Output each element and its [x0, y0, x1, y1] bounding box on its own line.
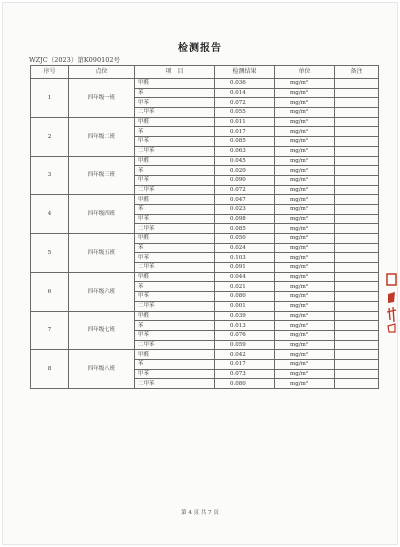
- cell-result: 0.023: [215, 204, 275, 214]
- cell-remark: [335, 146, 379, 156]
- cell-unit: mg/m³: [275, 292, 335, 302]
- cell-item: 二甲苯: [135, 146, 215, 156]
- cell-unit: mg/m³: [275, 311, 335, 321]
- cell-result: 0.024: [215, 243, 275, 253]
- cell-item: 甲醛: [135, 234, 215, 244]
- cell-result: 0.047: [215, 195, 275, 205]
- cell-item: 苯: [135, 127, 215, 137]
- cell-item: 苯: [135, 166, 215, 176]
- cell-item: 二甲苯: [135, 379, 215, 389]
- cell-remark: [335, 359, 379, 369]
- cell-remark: [335, 108, 379, 118]
- table-row: [31, 195, 379, 205]
- cell-location: 四年级五班: [69, 234, 135, 273]
- cell-no: 6: [31, 272, 69, 311]
- cell-item: 甲醛: [135, 195, 215, 205]
- cell-unit: mg/m³: [275, 185, 335, 195]
- cell-result: 0.085: [215, 137, 275, 147]
- cell-remark: [335, 79, 379, 89]
- cell-unit: mg/m³: [275, 234, 335, 244]
- cell-item: 苯: [135, 359, 215, 369]
- cell-item: 苯: [135, 204, 215, 214]
- cell-unit: mg/m³: [275, 204, 335, 214]
- header-item: 项 目: [135, 66, 215, 79]
- header-remark: 备注: [335, 66, 379, 79]
- cell-item: 甲醛: [135, 156, 215, 166]
- cell-location: 四年级一班: [69, 79, 135, 118]
- cell-no: 7: [31, 311, 69, 350]
- cell-item: 甲苯: [135, 214, 215, 224]
- cell-unit: mg/m³: [275, 350, 335, 360]
- cell-result: 0.090: [215, 175, 275, 185]
- cell-no: 3: [31, 156, 69, 195]
- table-row: [31, 350, 379, 360]
- cell-result: 0.036: [215, 79, 275, 89]
- cell-result: 0.063: [215, 146, 275, 156]
- cell-unit: mg/m³: [275, 301, 335, 311]
- cell-unit: mg/m³: [275, 127, 335, 137]
- cell-result: 0.076: [215, 330, 275, 340]
- cell-unit: mg/m³: [275, 340, 335, 350]
- cell-result: 0.072: [215, 98, 275, 108]
- cell-result: 0.013: [215, 321, 275, 331]
- cell-location: 四年级六班: [69, 272, 135, 311]
- cell-result: 0.091: [215, 263, 275, 273]
- cell-unit: mg/m³: [275, 156, 335, 166]
- cell-unit: mg/m³: [275, 117, 335, 127]
- cell-item: 二甲苯: [135, 108, 215, 118]
- cell-unit: mg/m³: [275, 379, 335, 389]
- cell-unit: mg/m³: [275, 253, 335, 263]
- cell-item: 二甲苯: [135, 185, 215, 195]
- cell-remark: [335, 253, 379, 263]
- cell-remark: [335, 98, 379, 108]
- cell-unit: mg/m³: [275, 79, 335, 89]
- page-footer: 第 4 页 共 7 页: [181, 510, 219, 516]
- cell-item: 二甲苯: [135, 224, 215, 234]
- cell-remark: [335, 379, 379, 389]
- table-row: [31, 79, 379, 89]
- header-location: 点位: [69, 66, 135, 79]
- cell-remark: [335, 350, 379, 360]
- cell-remark: [335, 282, 379, 292]
- cell-item: 苯: [135, 243, 215, 253]
- cell-location: 四年级三班: [69, 156, 135, 195]
- red-seal-stamp: [385, 272, 398, 334]
- cell-item: 二甲苯: [135, 340, 215, 350]
- cell-remark: [335, 369, 379, 379]
- cell-unit: mg/m³: [275, 263, 335, 273]
- cell-remark: [335, 185, 379, 195]
- table-row: [31, 117, 379, 127]
- cell-unit: mg/m³: [275, 359, 335, 369]
- cell-remark: [335, 166, 379, 176]
- results-table: [30, 65, 379, 389]
- cell-location: 四年级二班: [69, 117, 135, 156]
- cell-item: 二甲苯: [135, 301, 215, 311]
- table-row: [31, 234, 379, 244]
- cell-remark: [335, 117, 379, 127]
- cell-no: 8: [31, 350, 69, 389]
- cell-unit: mg/m³: [275, 272, 335, 282]
- cell-remark: [335, 156, 379, 166]
- cell-result: 0.039: [215, 311, 275, 321]
- cell-unit: mg/m³: [275, 369, 335, 379]
- cell-unit: mg/m³: [275, 330, 335, 340]
- cell-remark: [335, 234, 379, 244]
- cell-result: 0.080: [215, 292, 275, 302]
- cell-item: 苯: [135, 88, 215, 98]
- cell-result: 0.001: [215, 301, 275, 311]
- cell-item: 二甲苯: [135, 263, 215, 273]
- table-header-row: [31, 66, 379, 79]
- header-result: 检测结果: [215, 66, 275, 79]
- cell-location: 四年级八班: [69, 350, 135, 389]
- cell-result: 0.014: [215, 88, 275, 98]
- cell-remark: [335, 243, 379, 253]
- cell-result: 0.073: [215, 369, 275, 379]
- cell-item: 甲苯: [135, 137, 215, 147]
- cell-unit: mg/m³: [275, 214, 335, 224]
- cell-remark: [335, 321, 379, 331]
- cell-remark: [335, 263, 379, 273]
- cell-unit: mg/m³: [275, 282, 335, 292]
- cell-unit: mg/m³: [275, 175, 335, 185]
- cell-item: 甲苯: [135, 175, 215, 185]
- cell-remark: [335, 88, 379, 98]
- cell-result: 0.055: [215, 108, 275, 118]
- cell-item: 苯: [135, 282, 215, 292]
- cell-remark: [335, 137, 379, 147]
- cell-result: 0.098: [215, 214, 275, 224]
- cell-no: 1: [31, 79, 69, 118]
- cell-unit: mg/m³: [275, 243, 335, 253]
- cell-result: 0.017: [215, 359, 275, 369]
- cell-no: 5: [31, 234, 69, 273]
- cell-result: 0.080: [215, 379, 275, 389]
- cell-location: 四年级四班: [69, 195, 135, 234]
- report-number: WZJC（2023）第K090102号: [29, 56, 120, 64]
- cell-item: 甲苯: [135, 292, 215, 302]
- cell-unit: mg/m³: [275, 146, 335, 156]
- cell-remark: [335, 311, 379, 321]
- cell-unit: mg/m³: [275, 224, 335, 234]
- cell-item: 甲苯: [135, 98, 215, 108]
- cell-result: 0.050: [215, 234, 275, 244]
- header-unit: 单位: [275, 66, 335, 79]
- report-page: [2, 2, 398, 545]
- cell-result: 0.045: [215, 156, 275, 166]
- cell-item: 甲醛: [135, 311, 215, 321]
- cell-remark: [335, 224, 379, 234]
- cell-unit: mg/m³: [275, 98, 335, 108]
- cell-item: 苯: [135, 321, 215, 331]
- cell-remark: [335, 330, 379, 340]
- cell-remark: [335, 301, 379, 311]
- cell-remark: [335, 175, 379, 185]
- cell-remark: [335, 214, 379, 224]
- table-row: [31, 272, 379, 282]
- cell-result: 0.042: [215, 350, 275, 360]
- cell-remark: [335, 195, 379, 205]
- cell-item: 甲醛: [135, 350, 215, 360]
- header-no: 序号: [31, 66, 69, 79]
- report-title: 检测报告: [178, 43, 222, 54]
- cell-remark: [335, 127, 379, 137]
- cell-remark: [335, 204, 379, 214]
- cell-item: 甲醛: [135, 117, 215, 127]
- cell-result: 0.011: [215, 117, 275, 127]
- cell-result: 0.072: [215, 185, 275, 195]
- cell-result: 0.059: [215, 340, 275, 350]
- cell-item: 甲醛: [135, 272, 215, 282]
- cell-no: 4: [31, 195, 69, 234]
- cell-remark: [335, 292, 379, 302]
- cell-item: 甲苯: [135, 253, 215, 263]
- table-row: [31, 311, 379, 321]
- cell-item: 甲醛: [135, 79, 215, 89]
- cell-item: 甲苯: [135, 330, 215, 340]
- cell-result: 0.017: [215, 127, 275, 137]
- cell-item: 甲苯: [135, 369, 215, 379]
- cell-unit: mg/m³: [275, 166, 335, 176]
- cell-unit: mg/m³: [275, 108, 335, 118]
- cell-unit: mg/m³: [275, 321, 335, 331]
- cell-result: 0.103: [215, 253, 275, 263]
- cell-result: 0.044: [215, 272, 275, 282]
- cell-remark: [335, 340, 379, 350]
- table-body: [31, 79, 379, 389]
- cell-no: 2: [31, 117, 69, 156]
- cell-result: 0.085: [215, 224, 275, 234]
- cell-unit: mg/m³: [275, 137, 335, 147]
- cell-unit: mg/m³: [275, 195, 335, 205]
- table-row: [31, 156, 379, 166]
- cell-result: 0.021: [215, 282, 275, 292]
- cell-unit: mg/m³: [275, 88, 335, 98]
- cell-result: 0.020: [215, 166, 275, 176]
- cell-remark: [335, 272, 379, 282]
- cell-location: 四年级七班: [69, 311, 135, 350]
